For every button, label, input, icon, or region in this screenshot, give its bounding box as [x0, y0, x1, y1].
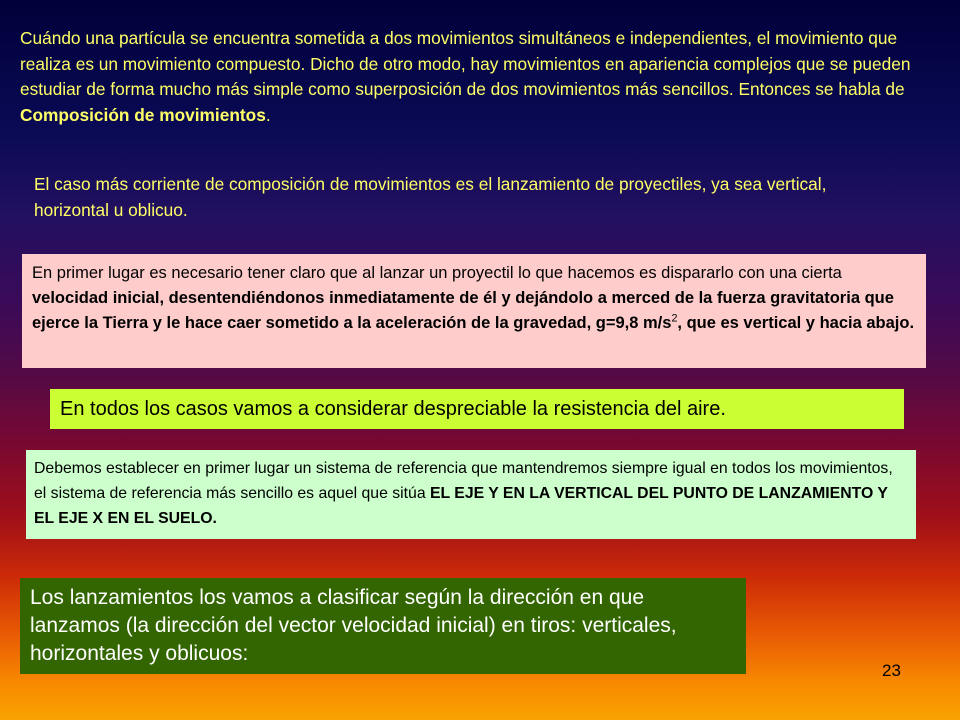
initial-velocity-box — [22, 254, 926, 368]
intro-paragraph — [20, 26, 940, 128]
intro-period: . — [265, 104, 271, 125]
reference-system-bold: EL EJE Y EN LA VERTICAL DEL PUNTO DE LANZAMIENTO Y EL EJE X EN EL SUELO. — [34, 485, 888, 527]
reference-system-text: Debemos establecer en primer lugar un sistema de referencia que mantendremos siempre igual en todos los movimientos, el sistema de referencia más sencillo es aquel que sitúa — [34, 460, 893, 502]
intro-text: Cuándo una partícula se encuentra sometida a dos movimientos simultáneos e independientes, el movimiento que realiza es un movimiento compuesto. Dicho de otro modo, hay movimientos en apariencia complejos que se pueden estudiar de forma mucho más simple como superposición de dos movimientos más sencillos. Entonces se habla de — [20, 28, 911, 100]
initial-velocity-text: En primer lugar es necesario tener claro que al lanzar un proyectil lo que hacemos es dispararlo con una cierta — [32, 264, 842, 282]
classification-box: Los lanzamientos los vamos a clasificar según la dirección en que lanzamos (la dirección del vector velocidad inicial) en tiros: verticales, horizontales y oblicuos: — [20, 578, 746, 674]
page-number: 23 — [882, 661, 901, 680]
air-resistance-box: En todos los casos vamos a considerar despreciable la resistencia del aire. — [50, 389, 904, 429]
projectile-paragraph: El caso más corriente de composición de movimientos es el lanzamiento de proyectiles, ya sea vertical, horizontal u oblicuo. — [34, 174, 827, 220]
intro-bold-term: Composición de movimientos — [20, 104, 266, 125]
gravity-direction-bold: , que es vertical y hacia abajo. — [677, 314, 915, 332]
initial-velocity-bold: velocidad inicial, desentendiéndonos inmediatamente de él y dejándolo a merced de la fuerza gravitatoria que ejerce la Tierra y le hace caer sometido a la aceleración de la gravedad, g=9,8 m/s — [32, 289, 894, 332]
squared-superscript: 2 — [671, 312, 678, 325]
reference-system-box — [26, 450, 916, 539]
